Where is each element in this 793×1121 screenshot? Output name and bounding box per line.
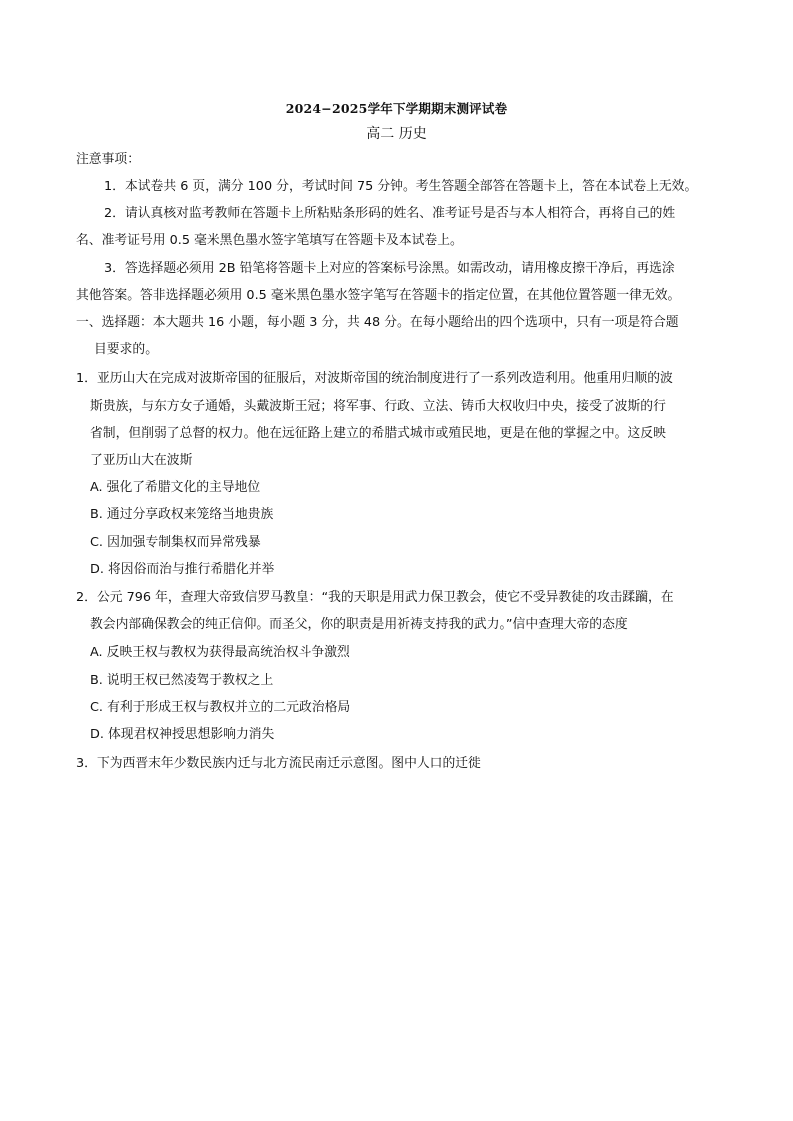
exam-title: 2024−2025学年下学期期末测评试卷 [285, 101, 508, 116]
question-2-stem-line-2: 教会内部确保教会的纯正信仰。而圣父，你的职责是用祈祷支持我的武力。”信中查理大帝的态度 [90, 617, 628, 632]
question-1-option-b: B. 通过分享政权来笼络当地贵族 [90, 507, 274, 522]
question-1-option-d: D. 将因俗而治与推行希腊化并举 [90, 562, 275, 577]
question-1-option-a: A. 强化了希腊文化的主导地位 [90, 480, 261, 495]
notice-item-2-line-1: 2．请认真核对监考教师在答题卡上所粘贴条形码的姓名、准考证号是否与本人相符合，再将自己的姓 [104, 206, 676, 221]
question-2-stem-line-1: 2．公元 796 年，查理大帝致信罗马教皇：“我的天职是用武力保卫教会，使它不受异教徒的攻击蹂躏，在 [76, 590, 674, 605]
question-1-option-c: C. 因加强专制集权而异常残暴 [90, 535, 261, 550]
question-1-stem-line-3: 省制，但削弱了总督的权力。他在远征路上建立的希腊式城市或殖民地，更是在他的掌握之中。这反映 [90, 426, 666, 441]
question-1-stem-line-1: 1．亚历山大在完成对波斯帝国的征服后，对波斯帝国的统治制度进行了一系列改造利用。他重用归顺的波 [76, 371, 673, 386]
notice-item-3-line-2: 其他答案。答非选择题必须用 0.5 毫米黑色墨水签字笔写在答题卡的指定位置，在其他位置答题一律无效。 [76, 288, 681, 303]
exam-subtitle: 高二 历史 [366, 126, 427, 142]
notice-heading: 注意事项： [76, 152, 140, 167]
notice-item-2-line-2: 名、准考证号用 0.5 毫米黑色墨水签字笔填写在答题卡及本试卷上。 [76, 233, 463, 248]
section-1-heading-line-1: 一、选择题：本大题共 16 小题，每小题 3 分，共 48 分。在每小题给出的四个选项中，只有一项是符合题 [76, 315, 679, 330]
question-2-option-c: C. 有利于形成王权与教权并立的二元政治格局 [90, 700, 351, 715]
notice-item-3-line-1: 3．答选择题必须用 2B 铅笔将答题卡上对应的答案标号涂黑。如需改动，请用橡皮擦干净后，再选涂 [104, 261, 675, 276]
question-2-option-a: A. 反映王权与教权为获得最高统治权斗争激烈 [90, 645, 350, 660]
question-1-stem-line-4: 了亚历山大在波斯 [90, 453, 193, 468]
question-3-stem-line-1: 3．下为西晋末年少数民族内迁与北方流民南迁示意图。图中人口的迁徙 [76, 756, 481, 771]
section-1-heading-line-2: 目要求的。 [94, 342, 158, 357]
question-2-option-b: B. 说明王权已然凌驾于教权之上 [90, 673, 274, 688]
notice-item-1: 1．本试卷共 6 页，满分 100 分，考试时间 75 分钟。考生答题全部答在答题卡上，答在本试卷上无效。 [104, 179, 698, 194]
question-1-stem-line-2: 斯贵族，与东方女子通婚，头戴波斯王冠；将军事、行政、立法、铸币大权收归中央，接受了波斯的行 [90, 399, 666, 414]
question-2-option-d: D. 体现君权神授思想影响力消失 [90, 727, 275, 742]
